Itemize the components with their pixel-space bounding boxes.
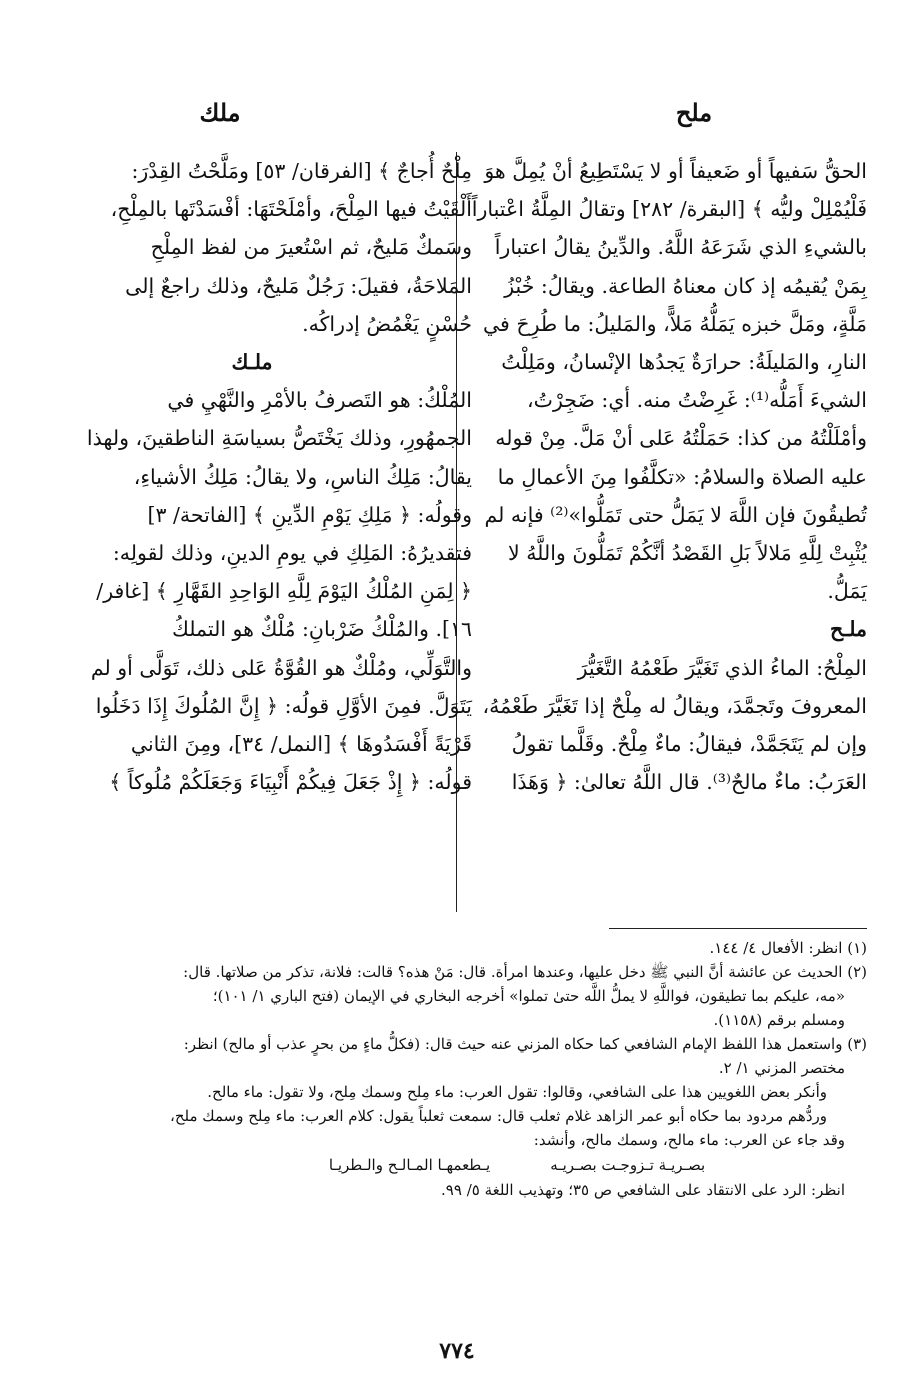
text-line: يَتَوَلَّ. فمِنَ الأوَّلِ قولُه: ﴿ إِنَّ المُلُوكَ إِذَا دَخَلُوا bbox=[95, 693, 472, 718]
text-line: أَلْقَيْتُ فيها المِلْحَ، وأمْلَحْتَهَا: أفْسَدْتَها بالمِلْحِ، bbox=[110, 197, 472, 222]
text-line: وسَمكٌ مَليحٌ، ثم اسْتُعيرَ من لفظ المِلْحِ bbox=[150, 235, 472, 260]
text-line: النارِ، والمَليلَةُ: حرارَةٌ يَجدُها الإنْسانُ، ومَلِلْتُ bbox=[501, 350, 867, 375]
page-number: ٧٧٤ bbox=[439, 1338, 475, 1364]
entry-heading-malh: ملـح bbox=[829, 617, 867, 642]
text-line: يُثْبِتْ لِلَّهِ مَلالاً بَلِ القَصْدُ أنَّكُمْ تَمَلُّونَ واللَّهُ لا bbox=[507, 541, 867, 566]
footnotes bbox=[47, 936, 867, 1202]
text-line: المَلاحَةُ، فقيلَ: رَجُلٌ مَليحٌ، وذلك راجعٌ إلى bbox=[125, 273, 472, 298]
text-line: حُسْنٍ يَغْمُضُ إدراكُه. bbox=[302, 311, 472, 336]
footnote-2-cont: «مه، عليكم بما تطيقون، فواللَّهِ لا يملُّ اللَّه حتىٰ تملوا» أخرجه البخاري في الإيمان (فتح الباري ١/ ١٠١)؛ bbox=[212, 987, 845, 1005]
right-column bbox=[467, 152, 867, 801]
text-line: الجمهُورِ، وذلك يَخْتَصُّ بسياسَةِ الناطقينَ، ولهذا bbox=[86, 426, 472, 451]
text-line: المِلْحُ: الماءُ الذي تَغَيَّرَ طَعْمُهُ التَّغَيُّرَ bbox=[577, 655, 867, 680]
footnote-3-ref: انظر: الرد على الانتقاد على الشافعي ص ٣٥؛ وتهذيب اللغة ٥/ ٩٩. bbox=[441, 1181, 845, 1199]
text-line: والتَّوَلِّي، ومُلْكٌ هو القُوَّةُ عَلى ذلك، تَوَلَّى أو لم bbox=[90, 655, 472, 680]
text-line: بِمَنْ يُقيمُه إذ كان معناهُ الطاعة. ويقالُ: خُبْزُ bbox=[504, 273, 867, 298]
text-line: تُطيقُونَ فإن اللَّهَ لا يَمَلُّ حتى تَمَلُّوا»⁽²⁾ فإنه لم bbox=[484, 502, 867, 527]
footnote-3: (٣) واستعمل هذا اللفظ الإمام الشافعي كما حكاه المزني عنه حيث قال: (فكلُّ ماءٍ من بحرٍ عذب أو مالح) انظر: bbox=[183, 1035, 867, 1053]
running-header-right: ملح bbox=[675, 98, 713, 127]
text-line: وأمْلَلْتُهُ من كذا: حَمَلْتُهُ عَلى أنْ مَلَّ. مِنْ قوله bbox=[495, 426, 867, 451]
text-line: المعروفَ وتَجمَّدَ، ويقالُ له مِلْحٌ إذا تَغَيَّرَ طَعْمُهُ، bbox=[482, 693, 867, 718]
text-line: يَمَلُّ. bbox=[827, 579, 867, 604]
verse-hemistich-second: يـطعمهـا المـالـح والـطريـا bbox=[328, 1156, 491, 1174]
text-line: الشيءَ أَمَلُّه⁽¹⁾: غَرِضْتُ منه. أي: ضَجِرْتُ، bbox=[527, 388, 867, 413]
text-line: مَلَّةٍ، ومَلَّ خبزه يَمَلُّهُ مَلاًّ، والمَليلُ: ما طُرِحَ في bbox=[482, 311, 867, 336]
text-line: عليه الصلاة والسلامُ: «تكلَّفُوا مِنَ الأعمالِ ما bbox=[497, 464, 867, 489]
entry-heading-malk: ملـك bbox=[231, 350, 273, 375]
text-line: العَرَبُ: ماءٌ مالحٌ⁽³⁾. قال اللَّهُ تعالىٰ: ﴿ وَهَذَا bbox=[511, 770, 867, 795]
text-line: فتقديرُهُ: المَلِكِ في يومِ الدينِ، وذلك لقولِه: bbox=[112, 541, 472, 566]
footnote-2: (٢) الحديث عن عائشة أنَّ النبي ﷺ دخل عليها، وعندها امرأة. قال: مَنْ هذه؟ قالت: فلانة، تذكر من صلاتها. قال: bbox=[183, 963, 867, 981]
verse-hemistich-first: بصـريـة تـزوجـت بصـريـه bbox=[550, 1156, 706, 1174]
footnote-3-para: وقد جاء عن العرب: ماء مالح، وسمك مالح، وأنشد: bbox=[533, 1131, 845, 1149]
text-line: وإن لم يَتَجَمَّدْ، فيقالُ: ماءٌ مِلْحٌ. وقَلَّما تقولُ bbox=[511, 732, 867, 757]
footnote-3-para: وأنكر بعض اللغويين هذا على الشافعي، وقالوا: تقول العرب: ماء مِلح وسمك مِلح، ولا تقول: ماء مالح. bbox=[207, 1083, 827, 1101]
text-line: قولُه: ﴿ إِذْ جَعَلَ فِيكُمْ أَنْبِيَاءَ وَجَعَلَكُمْ مُلُوكاً ﴾ bbox=[109, 770, 472, 795]
text-line: ١٦]. والمُلْكُ ضَرْبانِ: مُلْكٌ هو التملكُ bbox=[171, 617, 472, 642]
text-line: وقولُه: ﴿ مَلِكِ يَوْمِ الدِّينِ ﴾ [الفاتحة/ ٣] bbox=[147, 502, 472, 527]
footnote-3-cont: مختصر المزني ١/ ٢. bbox=[718, 1059, 845, 1077]
text-line: فَلْيُمْلِلْ وليُّه ﴾ [البقرة/ ٢٨٢] وتقالُ المِلَّةُ اعْتباراً bbox=[471, 197, 867, 222]
text-line: يقالُ: مَلِكُ الناسِ، ولا يقالُ: مَلِكُ الأشياءِ، bbox=[133, 464, 472, 489]
text-line: قَرْيَةً أَفْسَدُوهَا ﴾ [النمل/ ٣٤]، ومِنَ الثاني bbox=[130, 732, 472, 757]
text-line: مِلْحٌ أُجاجٌ ﴾ [الفرقان/ ٥٣] ومَلَّحْتُ القِدْرَ: bbox=[131, 159, 472, 183]
text-line: الحقُّ سَفيهاً أو ضَعيفاً أو لا يَسْتَطِيعُ أنْ يُمِلَّ هوَ bbox=[484, 159, 867, 183]
footnote-1: (١) انظر: الأفعال ٤/ ١٤٤. bbox=[709, 939, 867, 957]
poetry-verse bbox=[47, 1153, 867, 1177]
running-header-left: ملك bbox=[199, 98, 241, 127]
footnote-separator bbox=[609, 928, 867, 929]
left-column bbox=[72, 152, 472, 801]
footnote-3-para: وردُّهم مردود بما حكاه أبو عمر الزاهد غلام ثعلب قال: سمعت ثعلباً يقول: كلام العرب: ماء مِلح وسمك ملح، bbox=[170, 1107, 827, 1125]
text-line: بالشيءِ الذي شَرَعَهُ اللَّهُ. والدِّينُ يقالُ اعتباراً bbox=[494, 235, 867, 260]
footnote-2-cont: ومسلم برقم (١١٥٨). bbox=[713, 1011, 845, 1029]
text-line: المُلْكُ: هو التَصرفُ بالأمْرِ والنَّهْيِ في bbox=[167, 388, 472, 413]
text-line: ﴿ لِمَنِ المُلْكُ اليَوْمَ لِلَّهِ الوَاحِدِ القَهَّارِ ﴾ [غافر/ bbox=[96, 579, 472, 604]
